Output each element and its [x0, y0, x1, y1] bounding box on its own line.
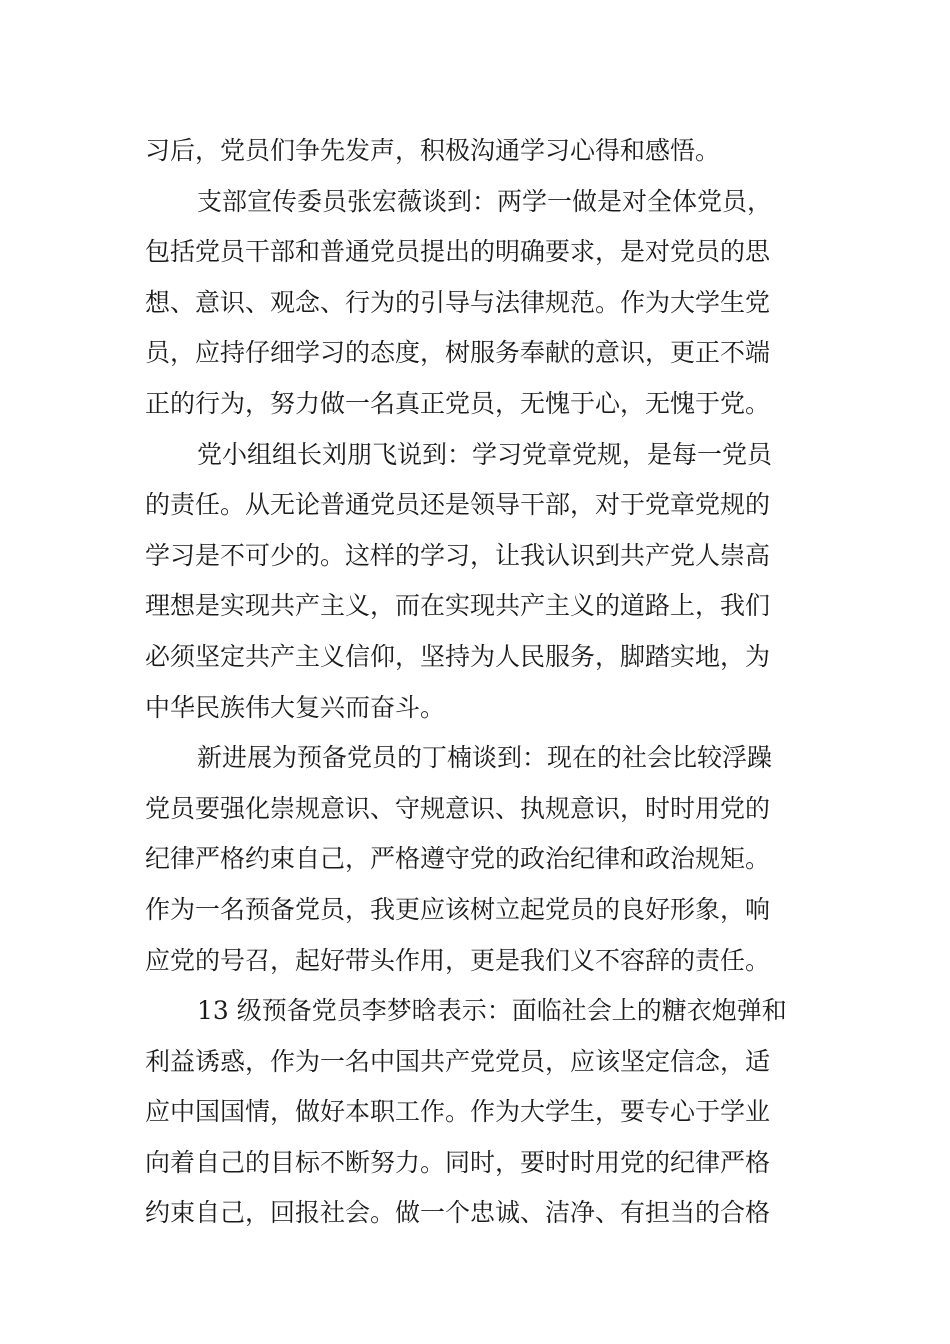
text-line: 党小组组长刘朋飞说到：学习党章党规，是每一党员 [197, 439, 773, 469]
paragraph [145, 986, 810, 1239]
text-line: 纪律严格约束自己，严格遵守党的政治纪律和政治规矩。 [145, 844, 771, 874]
text-line: 中华民族伟大复兴而奋斗。 [145, 692, 446, 722]
text-line: 利益诱惑，作为一名中国共产党党员，应该坚定信念，适 [145, 1046, 771, 1076]
text-line: 必须坚定共产主义信仰，坚持为人民服务，脚踏实地，为 [145, 641, 771, 671]
text-line: 的责任。从无论普通党员还是领导干部，对于党章党规的 [145, 490, 771, 520]
text-line: 员，应持仔细学习的态度，树服务奉献的意识，更正不端 [145, 338, 771, 368]
body-text [145, 126, 810, 1239]
paragraph [145, 733, 810, 986]
text-line: 新进展为预备党员的丁楠谈到：现在的社会比较浮躁 [197, 743, 773, 773]
text-line: 想、意识、观念、行为的引导与法律规范。作为大学生党 [145, 287, 771, 317]
paragraph [145, 430, 810, 734]
text-line: 习后，党员们争先发声，积极沟通学习心得和感悟。 [145, 136, 721, 165]
text-line: 党员要强化崇规意识、守规意识、执规意识，时时用党的 [145, 793, 771, 823]
text-line: 向着自己的目标不断努力。同时，要时时用党的纪律严格 [145, 1147, 771, 1177]
text-line: 支部宣传委员张宏薇谈到：两学一做是对全体党员， [197, 186, 773, 216]
text-line: 理想是实现共产主义，而在实现共产主义的道路上，我们 [145, 591, 771, 621]
paragraph [145, 177, 810, 430]
text-line: 包括党员干部和普通党员提出的明确要求，是对党员的思 [145, 237, 771, 267]
text-line: 应中国国情，做好本职工作。作为大学生，要专心于学业 [145, 1097, 771, 1127]
text-line: 作为一名预备党员，我更应该树立起党员的良好形象，响 [145, 894, 771, 924]
text-line: 正的行为，努力做一名真正党员，无愧于心，无愧于党。 [145, 388, 771, 418]
text-line: 学习是不可少的。这样的学习，让我认识到共产党人崇高 [145, 540, 771, 570]
text-line: 13 级预备党员李梦晗表示：面临社会上的糖衣炮弹和 [197, 996, 787, 1026]
paragraph [145, 126, 810, 177]
text-line: 应党的号召，起好带头作用，更是我们义不容辞的责任。 [145, 945, 771, 975]
text-line: 约束自己，回报社会。做一个忠诚、洁净、有担当的合格 [145, 1198, 771, 1228]
